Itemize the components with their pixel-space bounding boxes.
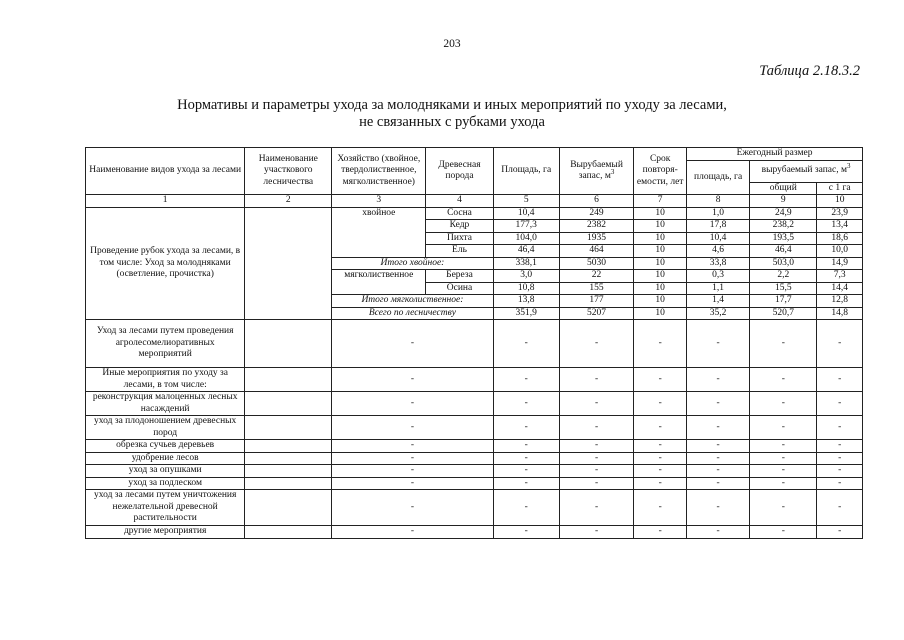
forestry-district-cell [245,477,332,490]
work-type-cell: уход за плодоношением древесных пород [86,416,245,440]
cell-a-area: 4,6 [687,245,750,258]
cell-a-area: 33,8 [687,257,750,270]
farm-type-cell: - [332,368,493,392]
forestry-district-cell [245,392,332,416]
cell-a-total: 46,4 [750,245,817,258]
work-type-cell: реконструкция малоценных лесных насаждений [86,392,245,416]
table-row [86,207,863,220]
value-cell: - [750,416,817,440]
column-number: 5 [493,195,559,208]
table-row [86,490,863,526]
cell-area: 177,3 [493,220,559,233]
value-cell: - [687,416,750,440]
farm-type-cell: - [332,490,493,526]
subtotal-label-softwood: Итого мягколиственное: [332,295,493,308]
farm-type-cell: - [332,477,493,490]
cell-a-area: 10,4 [687,232,750,245]
forestry-district-cell [245,465,332,478]
value-cell: - [493,452,559,465]
cell-area: 10,8 [493,282,559,295]
cell-a-total: 2,2 [750,270,817,283]
work-type-cell: Уход за лесами путем проведения агролесомелиоративных мероприятий [86,320,245,368]
cell-a-area: 0,3 [687,270,750,283]
norms-table [85,147,863,539]
value-cell: - [817,320,863,368]
value-cell: - [559,465,633,478]
cell-a-total: 238,2 [750,220,817,233]
value-cell: - [750,368,817,392]
farm-type-cell: - [332,452,493,465]
table-row [86,465,863,478]
value-cell: - [750,320,817,368]
value-cell: - [559,416,633,440]
cell-a-per_ha: 14,4 [817,282,863,295]
value-cell: - [634,320,687,368]
cell-a-per_ha: 7,3 [817,270,863,283]
header-repeat-period: Срок повторя-емости, лет [634,148,687,195]
value-cell: - [750,452,817,465]
forestry-district-cell [245,320,332,368]
cell-a-area: 1,1 [687,282,750,295]
header-tree-species: Древесная порода [426,148,493,195]
value-cell: - [687,440,750,453]
value-cell: - [687,392,750,416]
work-type-cell: обрезка сучьев деревьев [86,440,245,453]
species-cell: Осина [426,282,493,295]
forestry-district-cell [245,526,332,539]
cell-area: 13,8 [493,295,559,308]
value-cell: - [687,368,750,392]
value-cell: - [634,416,687,440]
value-cell: - [817,416,863,440]
cell-period: 10 [634,220,687,233]
forestry-district-cell [245,440,332,453]
table-row [86,477,863,490]
value-cell: - [493,477,559,490]
table-title-line-1: Нормативы и параметры ухода за молодняками и иных мероприятий по уходу за лесами, [177,97,727,113]
work-type-thinning: Проведение рубок ухода за лесами, в том числе: Уход за молодняками (осветление, прочистка) [86,207,245,320]
value-cell: - [817,465,863,478]
cell-a-total: 193,5 [750,232,817,245]
table-row [86,416,863,440]
header-area: Площадь, га [493,148,559,195]
farm-type-cell: - [332,320,493,368]
work-type-cell: уход за опушками [86,465,245,478]
value-cell: - [687,320,750,368]
work-type-cell: удобрение лесов [86,452,245,465]
cell-period: 10 [634,207,687,220]
species-cell: Пихта [426,232,493,245]
work-type-cell: другие мероприятия [86,526,245,539]
farm-type-coniferous: хвойное [332,207,426,257]
value-cell: - [634,368,687,392]
farm-type-cell: - [332,465,493,478]
header-annual-stock: вырубаемый запас, $м^3$ [750,160,863,182]
cell-a-per_ha: 18,6 [817,232,863,245]
value-cell: - [493,320,559,368]
value-cell: - [559,320,633,368]
subtotal-label-coniferous: Итого хвойное: [332,257,493,270]
header-farm-type: Хозяйство (хвойное, твердолиственное, мягколиственное) [332,148,426,195]
cell-area: 104,0 [493,232,559,245]
cell-a-area: 17,8 [687,220,750,233]
column-number: 7 [634,195,687,208]
table-row [86,440,863,453]
cell-a-per_ha: 13,4 [817,220,863,233]
column-number: 1 [86,195,245,208]
cell-period: 10 [634,232,687,245]
work-type-cell: Иные мероприятия по уходу за лесами, в том числе: [86,368,245,392]
column-number: 4 [426,195,493,208]
farm-type-softwood: мягколиственное [332,270,426,295]
cell-stock: 249 [559,207,633,220]
table-row [86,368,863,392]
value-cell: - [634,440,687,453]
column-number: 9 [750,195,817,208]
value-cell: - [559,490,633,526]
header-annual-stock-total: общий [750,182,817,195]
value-cell: - [559,440,633,453]
value-cell: - [634,490,687,526]
page-number: 203 [443,38,461,50]
value-cell: - [559,526,633,539]
cell-a-total: 24,9 [750,207,817,220]
cell-stock: 1935 [559,232,633,245]
cell-period: 10 [634,307,687,320]
table-row [86,392,863,416]
header-annual-size: Ежегодный размер [687,148,863,161]
value-cell: - [817,368,863,392]
value-cell: - [817,526,863,539]
cell-stock: 5030 [559,257,633,270]
value-cell: - [750,526,817,539]
value-cell: - [493,440,559,453]
value-cell: - [750,392,817,416]
cell-a-per_ha: 12,8 [817,295,863,308]
forestry-district-cell [245,490,332,526]
value-cell: - [634,392,687,416]
value-cell: - [817,392,863,416]
cell-stock: 5207 [559,307,633,320]
species-cell: Сосна [426,207,493,220]
value-cell: - [750,490,817,526]
farm-type-cell: - [332,392,493,416]
cell-period: 10 [634,295,687,308]
value-cell: - [817,490,863,526]
table-title-line-2: не связанных с рубками ухода [359,114,545,130]
cell-area: 10,4 [493,207,559,220]
value-cell: - [559,368,633,392]
cell-area: 351,9 [493,307,559,320]
value-cell: - [559,452,633,465]
species-cell: Кедр [426,220,493,233]
forestry-district-cell [245,368,332,392]
total-label-district: Всего по лесничеству [332,307,493,320]
value-cell: - [493,416,559,440]
cell-stock: 177 [559,295,633,308]
header-annual-stock-per-ha: с 1 га [817,182,863,195]
cell-stock: 464 [559,245,633,258]
column-number: 8 [687,195,750,208]
value-cell: - [634,477,687,490]
value-cell: - [559,392,633,416]
cell-area: 338,1 [493,257,559,270]
value-cell: - [817,440,863,453]
value-cell: - [817,477,863,490]
cell-stock: 2382 [559,220,633,233]
cell-area: 46,4 [493,245,559,258]
cell-a-total: 15,5 [750,282,817,295]
forestry-district-cell [245,207,332,320]
value-cell: - [750,440,817,453]
value-cell: - [687,477,750,490]
work-type-cell: уход за подлеском [86,477,245,490]
column-number: 2 [245,195,332,208]
table-row [86,320,863,368]
value-cell: - [750,465,817,478]
cell-period: 10 [634,282,687,295]
cell-period: 10 [634,270,687,283]
cell-a-area: 1,4 [687,295,750,308]
column-number: 6 [559,195,633,208]
cell-period: 10 [634,245,687,258]
cell-a-per_ha: 23,9 [817,207,863,220]
cell-a-total: 503,0 [750,257,817,270]
cell-period: 10 [634,257,687,270]
table-caption-id: Таблица 2.18.3.2 [759,63,860,79]
value-cell: - [750,477,817,490]
column-number: 3 [332,195,426,208]
cell-a-per_ha: 10,0 [817,245,863,258]
farm-type-cell: - [332,526,493,539]
cell-area: 3,0 [493,270,559,283]
value-cell: - [687,526,750,539]
column-number: 10 [817,195,863,208]
value-cell: - [687,465,750,478]
farm-type-cell: - [332,440,493,453]
table-title [0,97,904,131]
column-number-row [86,195,863,208]
species-cell: Ель [426,245,493,258]
cell-a-total: 520,7 [750,307,817,320]
cell-a-total: 17,7 [750,295,817,308]
value-cell: - [687,452,750,465]
table-row [86,526,863,539]
value-cell: - [493,392,559,416]
value-cell: - [687,490,750,526]
value-cell: - [634,526,687,539]
value-cell: - [559,477,633,490]
value-cell: - [493,368,559,392]
cell-stock: 155 [559,282,633,295]
value-cell: - [634,452,687,465]
cell-a-area: 35,2 [687,307,750,320]
value-cell: - [493,526,559,539]
table-row [86,452,863,465]
header-forestry-district: Наименование участкового лесничества [245,148,332,195]
value-cell: - [493,465,559,478]
cell-stock: 22 [559,270,633,283]
header-annual-area: площадь, га [687,160,750,195]
work-type-cell: уход за лесами путем уничтожения нежелательной древесной растительности [86,490,245,526]
value-cell: - [493,490,559,526]
cell-a-area: 1,0 [687,207,750,220]
species-cell: Береза [426,270,493,283]
cell-a-per_ha: 14,8 [817,307,863,320]
value-cell: - [634,465,687,478]
farm-type-cell: - [332,416,493,440]
forestry-district-cell [245,452,332,465]
value-cell: - [817,452,863,465]
cell-a-per_ha: 14,9 [817,257,863,270]
header-work-type: Наименование видов ухода за лесами [86,148,245,195]
forestry-district-cell [245,416,332,440]
header-harvested-stock: Вырубаемый запас, $м^3$ [559,148,633,195]
